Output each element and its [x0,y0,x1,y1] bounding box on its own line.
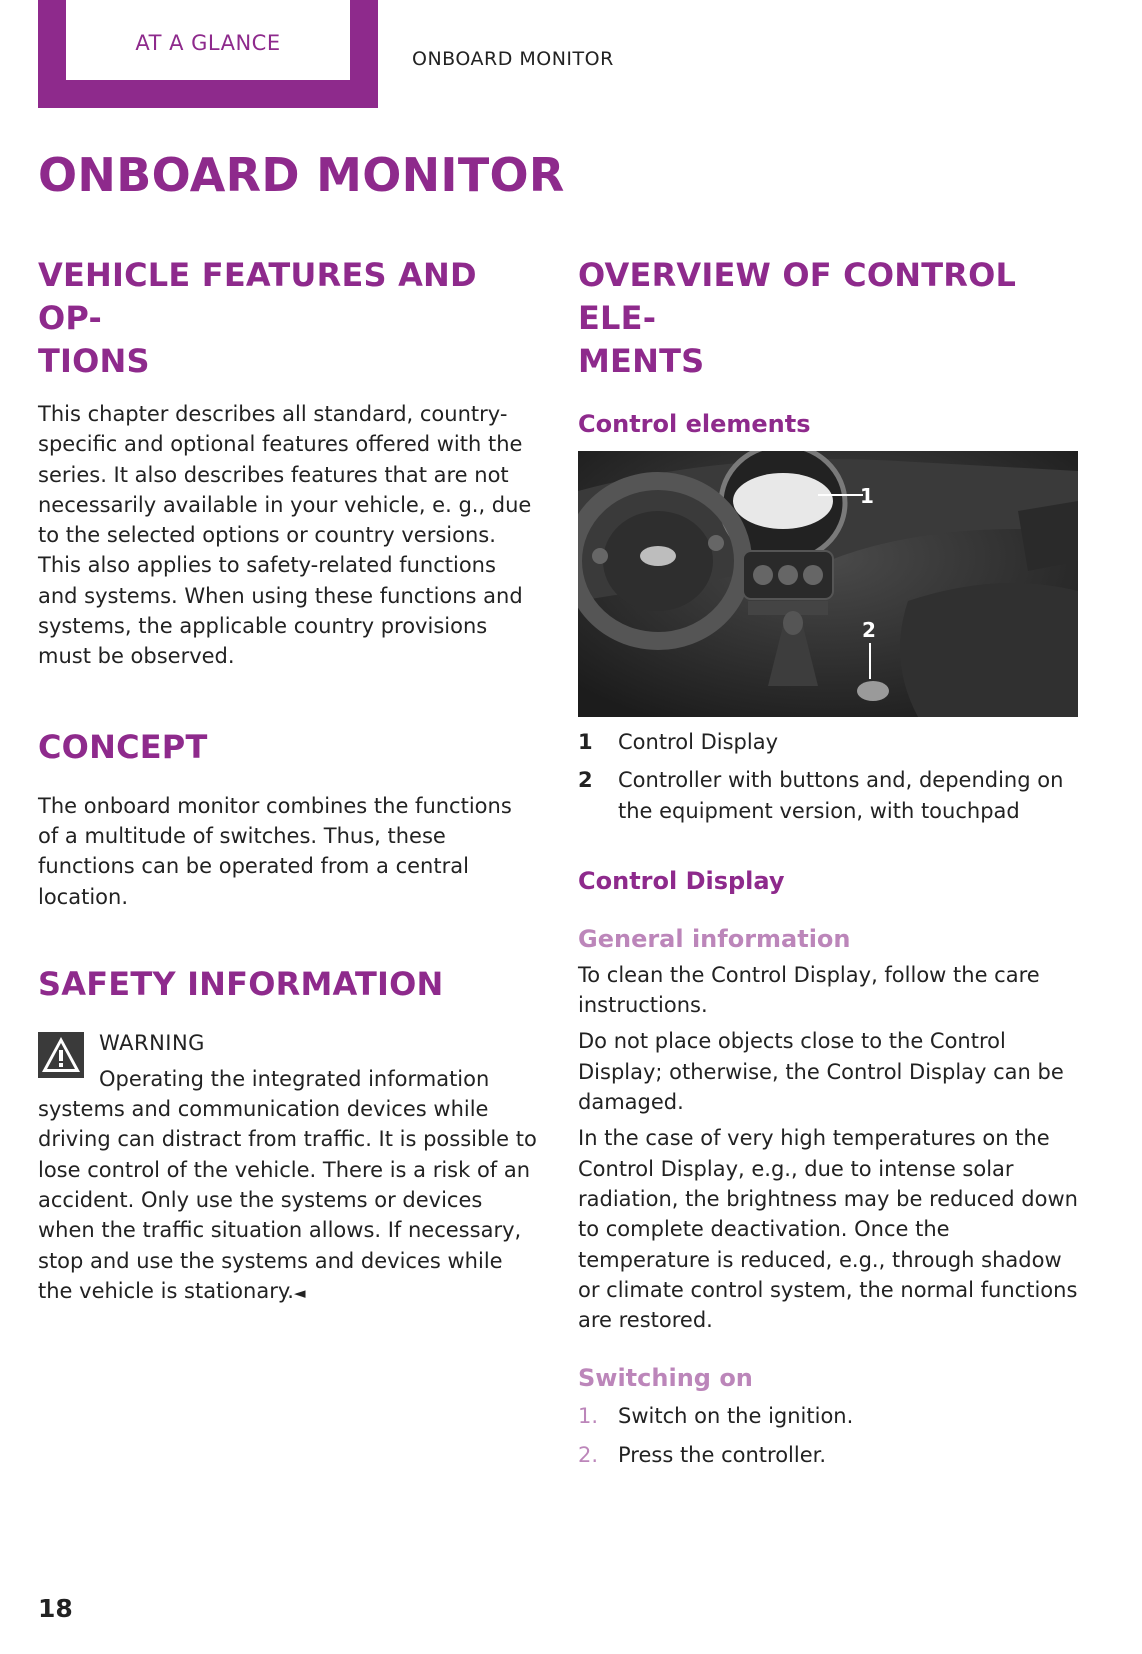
list-item [578,765,1078,826]
list-item-number: 1 [578,730,593,754]
step-text: Press the controller. [618,1442,827,1467]
general-info-p3: In the case of very high temperatures on the Control Display, e.g., due to intense solar radiation, the brightness may be reduced down to complete deactivation. Once the temperature is reduced, e.g., through shadow or climate control system, the normal functions are restored. [578,1126,1078,1333]
chapter-tab-label: AT A GLANCE [135,31,281,55]
vehicle-features-body: This chapter describes all standard, country-specific and optional features offered with the series. It also describes features that are not necessarily available in your vehicle, e. g., due to the selected options or country versions. This also applies to safety-related functions and systems. When using these functions and systems, the applicable country provisions must be observed. [38,402,532,669]
warning-label: WARNING [99,1030,205,1055]
warning-icon [38,1032,84,1078]
step-number: 1. [578,1404,599,1429]
switching-on-heading: Switching on [578,1364,753,1393]
chapter-tab-inner [66,0,350,80]
vehicle-features-heading-line2: TIONS [38,342,150,380]
cockpit-photo [578,451,1078,717]
list-item-text: Control Display [618,730,778,754]
warning-text [38,1064,538,1308]
chapter-tab [38,0,378,108]
overview-heading-line2: MENTS [578,342,705,380]
page-number: 18 [38,1594,73,1623]
left-column [38,254,538,1308]
running-header: ONBOARD MONITOR [412,48,614,70]
step-text: Switch on the ignition. [618,1404,854,1429]
general-information-heading: General information [578,924,851,953]
end-mark-icon: ◄ [293,1283,306,1302]
safety-heading: SAFETY INFORMATION [38,964,444,1003]
callout-1: 1 [860,484,874,508]
control-elements-heading: Control elements [578,410,811,438]
list-item [578,1401,1078,1431]
concept-body: The onboard monitor combines the functions of a multitude of switches. Thus, these functions can be operated from a central location. [38,793,512,909]
switching-on-steps [578,1401,1078,1470]
step-number: 2. [578,1442,599,1467]
warning-text-body: Operating the integrated information systems and communication devices while driving can distract from traffic. It is possible to lose control of the vehicle. There is a risk of an accident. Only use the systems or devices when the traffic situation allows. If necessary, stop and use the systems and devices while the vehicle is stationary. [38,1066,537,1303]
control-elements-list [578,727,1078,826]
general-info-p1: To clean the Control Display, follow the care instructions. [578,962,1040,1018]
list-item-number: 2 [578,768,593,793]
cockpit-illustration [578,451,1078,717]
warning-box [38,1028,538,1308]
general-info-p2: Do not place objects close to the Control Display; otherwise, the Control Display can be damaged. [578,1029,1064,1115]
vehicle-features-heading [38,254,538,383]
list-item-text: Controller with buttons and, depending on the equipment version, with touchpad [618,768,1064,823]
page-title: ONBOARD MONITOR [38,148,565,202]
overview-heading-line1: OVERVIEW OF CONTROL ELE- [578,256,1017,337]
callout-2: 2 [862,618,876,642]
list-item [578,1440,1078,1470]
list-item [578,727,1078,757]
right-column [578,254,1078,1470]
overview-heading [578,254,1078,383]
vehicle-features-heading-line1: VEHICLE FEATURES AND OP- [38,256,477,337]
concept-heading: CONCEPT [38,727,208,766]
control-display-heading: Control Display [578,866,785,895]
